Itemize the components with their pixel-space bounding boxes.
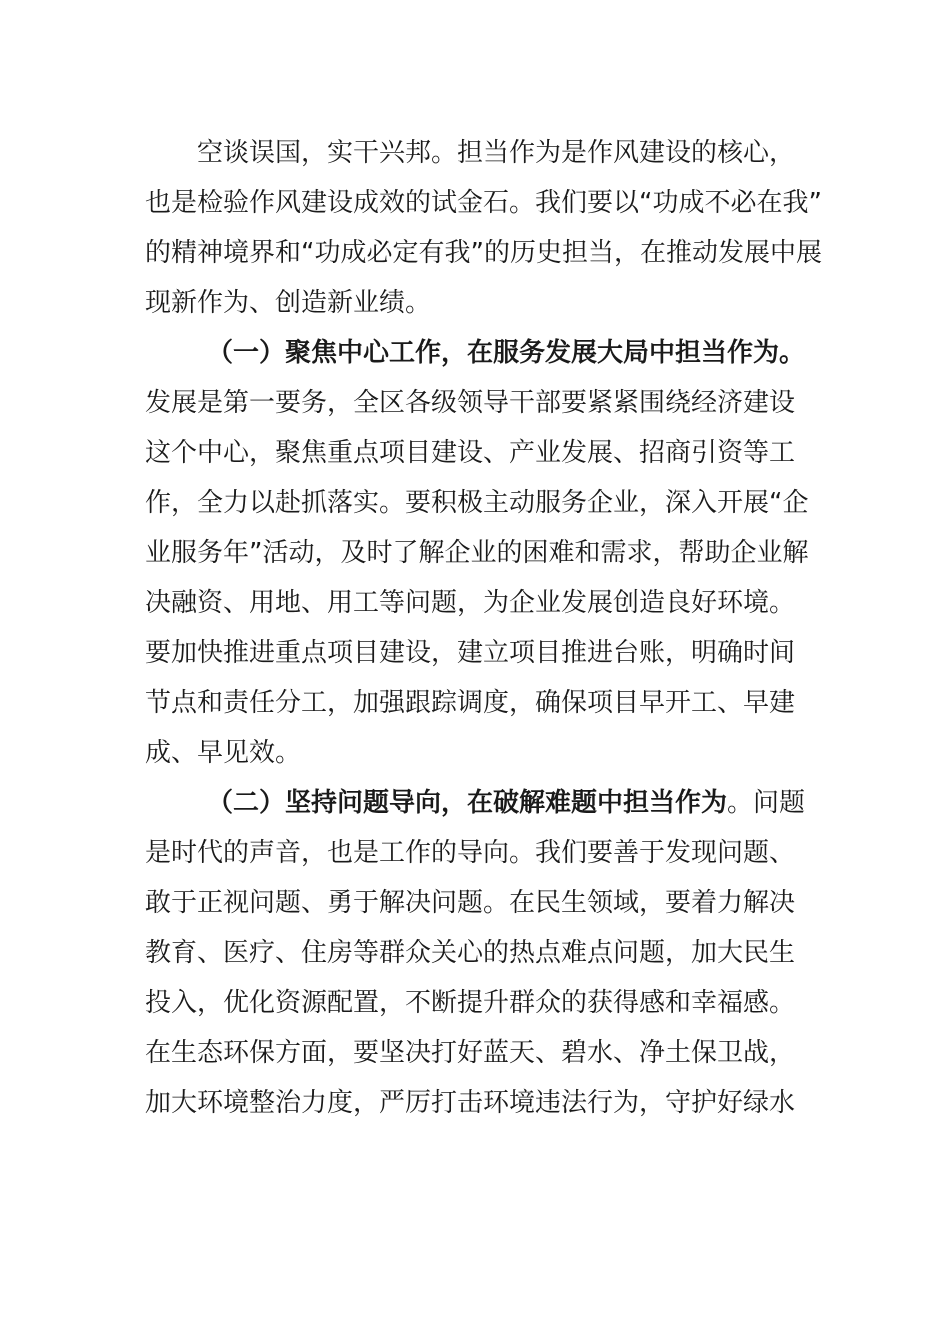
text-line: 是时代的声音，也是工作的导向。我们要善于发现问题、 [145, 838, 796, 868]
section-2-paragraph [145, 778, 805, 1128]
text-line: 也是检验作风建设成效的试金石。我们要以“功成不必在我” [145, 188, 822, 218]
text-line: 作，全力以赴抓落实。要积极主动服务企业，深入开展“企 [145, 488, 809, 518]
text-line: 这个中心，聚焦重点项目建设、产业发展、招商引资等工 [145, 438, 796, 468]
text-line: 教育、医疗、住房等群众关心的热点难点问题，加大民生 [145, 938, 796, 968]
section-2-heading-tail: 。问题 [727, 788, 806, 818]
text-line: 要加快推进重点项目建设，建立项目推进台账，明确时间 [145, 638, 796, 668]
section-2-heading: （二）坚持问题导向，在破解难题中担当作为 [207, 788, 728, 818]
document-body [145, 128, 822, 1128]
text-line: 现新作为、创造新业绩。 [145, 288, 432, 318]
text-line: 的精神境界和“功成必定有我”的历史担当，在推动发展中展 [145, 238, 822, 268]
text-line: 决融资、用地、用工等问题，为企业发展创造良好环境。 [145, 588, 796, 618]
text-line: 节点和责任分工，加强跟踪调度，确保项目早开工、早建 [145, 688, 796, 718]
intro-paragraph [145, 128, 822, 328]
text-line: 业服务年”活动，及时了解企业的困难和需求，帮助企业解 [145, 538, 809, 568]
text-line: 加大环境整治力度，严厉打击环境违法行为，守护好绿水 [145, 1088, 796, 1118]
text-line: 发展是第一要务，全区各级领导干部要紧紧围绕经济建设 [145, 388, 796, 418]
text-line: 在生态环保方面，要坚决打好蓝天、碧水、净土保卫战， [145, 1038, 796, 1068]
text-line: 空谈误国，实干兴邦。担当作为是作风建设的核心， [197, 138, 796, 168]
text-line: 投入，优化资源配置，不断提升群众的获得感和幸福感。 [145, 988, 796, 1018]
text-line: 敢于正视问题、勇于解决问题。在民生领域，要着力解决 [145, 888, 796, 918]
section-2-heading-line [145, 778, 805, 828]
text-line: 成、早见效。 [145, 738, 302, 768]
section-1-paragraph [145, 328, 809, 778]
section-1-heading: （一）聚焦中心工作，在服务发展大局中担当作为。 [207, 338, 806, 368]
